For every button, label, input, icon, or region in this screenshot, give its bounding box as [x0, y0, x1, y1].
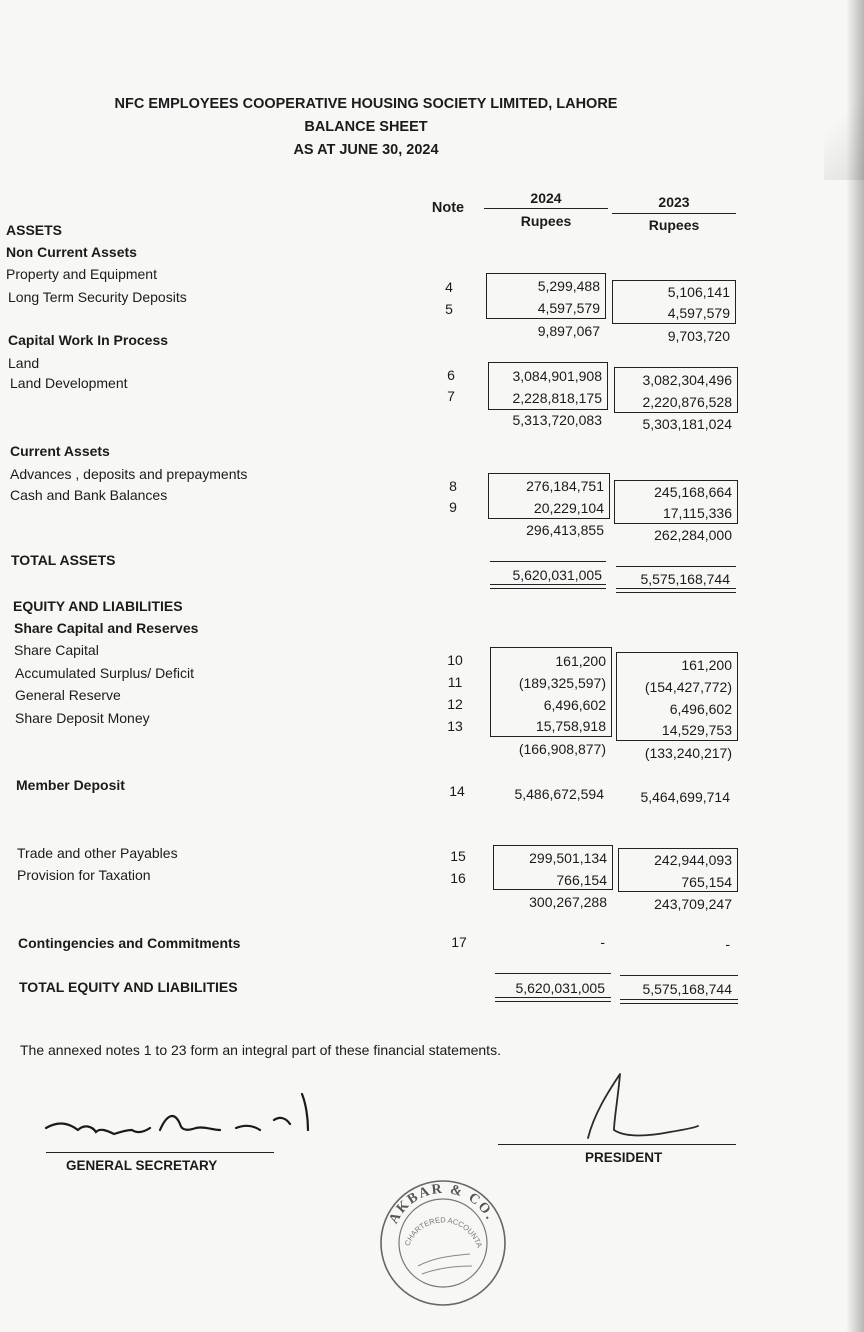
trade-payables-2023: 242,944,093: [654, 852, 732, 868]
accumulated-surplus-label: Accumulated Surplus/ Deficit: [15, 665, 194, 681]
land-2023: 3,082,304,496: [642, 372, 732, 388]
contingencies-2024: -: [600, 934, 605, 950]
general-reserve-label: General Reserve: [15, 687, 121, 703]
cwip-subtotal-2023: 5,303,181,024: [642, 416, 732, 432]
note-13: 13: [447, 718, 463, 734]
share-capital-2023: 161,200: [681, 657, 732, 673]
share-deposit-money-2024: 15,758,918: [535, 718, 606, 734]
note-7: 7: [447, 388, 455, 404]
general-reserve-2023: 6,496,602: [669, 701, 732, 717]
share-capital-label: Share Capital: [14, 642, 99, 658]
total-equity-liabilities-2024: 5,620,031,005: [515, 980, 605, 996]
general-secretary-line: [46, 1152, 274, 1153]
total-assets-label: TOTAL ASSETS: [11, 552, 116, 568]
auditor-stamp: [375, 1171, 508, 1308]
equity-subtotal-2024: (166,908,877): [518, 741, 606, 757]
note-9: 9: [449, 499, 457, 515]
president-title: PRESIDENT: [585, 1150, 663, 1165]
total-el-2023-top-rule: [620, 975, 738, 976]
note-10: 10: [447, 652, 463, 668]
share-deposit-money-2023: 14,529,753: [661, 722, 732, 738]
security-deposits-2024: 4,597,579: [537, 300, 600, 316]
year-2023-header-rule: [612, 213, 736, 214]
assets-heading: ASSETS: [6, 222, 63, 238]
equity-subtotal-2023: (133,240,217): [644, 745, 732, 761]
total-el-2024-top-rule: [495, 973, 611, 974]
total-assets-2023: 5,575,168,744: [640, 571, 730, 587]
trade-payables-label: Trade and other Payables: [17, 845, 178, 861]
total-assets-2024-double-rule: [490, 584, 606, 589]
note-8: 8: [449, 478, 457, 494]
total-assets-2024-top-rule: [490, 561, 606, 562]
share-deposit-money-label: Share Deposit Money: [15, 710, 150, 726]
unit-2023-header: Rupees: [648, 217, 700, 233]
property-equipment-2023: 5,106,141: [667, 284, 730, 300]
unit-2024-header: Rupees: [520, 213, 572, 229]
note-4: 4: [445, 279, 453, 295]
year-2023-header: 2023: [658, 194, 690, 210]
cash-bank-label: Cash and Bank Balances: [10, 487, 168, 503]
equity-liabilities-heading: EQUITY AND LIABILITIES: [13, 598, 183, 614]
cwip-heading: Capital Work In Process: [8, 332, 169, 348]
member-deposit-2023: 5,464,699,714: [640, 789, 730, 805]
year-2024-header-rule: [484, 208, 608, 209]
non-current-subtotal-2023: 9,703,720: [667, 328, 730, 344]
cwip-subtotal-2024: 5,313,720,083: [512, 412, 602, 428]
member-deposit-label: Member Deposit: [16, 777, 125, 793]
land-development-2024: 2,228,818,175: [512, 390, 602, 406]
statement-date: AS AT JUNE 30, 2024: [293, 142, 439, 158]
note-15: 15: [450, 848, 466, 864]
non-current-subtotal-2024: 9,897,067: [537, 323, 600, 339]
property-equipment-label: Property and Equipment: [6, 266, 157, 282]
advances-2024: 276,184,751: [526, 478, 604, 494]
provision-taxation-label: Provision for Taxation: [17, 867, 151, 883]
provision-taxation-2024: 766,154: [556, 872, 607, 888]
note-16: 16: [450, 870, 466, 886]
member-deposit-2024: 5,486,672,594: [514, 786, 604, 802]
land-2024: 3,084,901,908: [512, 368, 602, 384]
annex-note: The annexed notes 1 to 23 form an integral part of these financial statements.: [20, 1042, 501, 1058]
note-17: 17: [451, 934, 467, 950]
total-assets-2023-top-rule: [616, 566, 736, 567]
total-el-2024-double-rule: [495, 997, 611, 1002]
non-current-2024-rule: [488, 318, 604, 319]
cash-bank-2024: 20,229,104: [533, 500, 604, 516]
company-name: NFC EMPLOYEES COOPERATIVE HOUSING SOCIETY LIMITED, LAHORE: [114, 96, 618, 112]
land-label: Land: [8, 355, 40, 371]
advances-label: Advances , deposits and prepayments: [10, 466, 248, 482]
land-development-2023: 2,220,876,528: [642, 394, 732, 410]
share-capital-reserves-heading: Share Capital and Reserves: [14, 620, 199, 636]
note-6: 6: [447, 367, 455, 383]
accumulated-surplus-2023: (154,427,772): [644, 679, 732, 695]
general-reserve-2024: 6,496,602: [543, 697, 606, 713]
contingencies-2023: -: [725, 936, 730, 952]
note-column-header: Note: [431, 200, 465, 216]
security-deposits-label: Long Term Security Deposits: [8, 289, 187, 305]
cash-bank-2023: 17,115,336: [662, 505, 732, 521]
payables-subtotal-2023: 243,709,247: [654, 896, 732, 912]
current-subtotal-2024: 296,413,855: [526, 522, 604, 538]
non-current-assets-heading: Non Current Assets: [6, 244, 137, 260]
current-assets-heading: Current Assets: [10, 443, 110, 459]
stamp-inner-text: CHARTERED ACCOUNTANT: [375, 1171, 485, 1249]
year-2024-header: 2024: [530, 190, 562, 206]
advances-2023: 245,168,664: [654, 484, 732, 500]
note-14: 14: [449, 783, 465, 799]
total-equity-liabilities-label: TOTAL EQUITY AND LIABILITIES: [19, 979, 238, 995]
president-line: [498, 1144, 736, 1145]
trade-payables-2024: 299,501,134: [529, 850, 607, 866]
current-subtotal-2023: 262,284,000: [654, 527, 732, 543]
general-secretary-title: GENERAL SECRETARY: [66, 1158, 218, 1173]
land-development-label: Land Development: [10, 375, 128, 391]
security-deposits-2023: 4,597,579: [667, 305, 730, 321]
note-5: 5: [445, 301, 453, 317]
statement-title: BALANCE SHEET: [304, 119, 428, 135]
total-equity-liabilities-2023: 5,575,168,744: [642, 981, 732, 997]
accumulated-surplus-2024: (189,325,597): [518, 675, 606, 691]
property-equipment-2024: 5,299,488: [537, 278, 600, 294]
payables-subtotal-2024: 300,267,288: [529, 894, 607, 910]
general-secretary-signature: [40, 1080, 340, 1150]
stamp-text: AKBAR & CO.: [386, 1181, 498, 1227]
share-capital-2024: 161,200: [555, 653, 606, 669]
note-11: 11: [447, 674, 463, 690]
contingencies-label: Contingencies and Commitments: [18, 935, 241, 951]
note-12: 12: [447, 696, 463, 712]
total-assets-2024: 5,620,031,005: [512, 567, 602, 583]
total-assets-2023-double-rule: [616, 588, 736, 593]
page-edge-shadow: [846, 0, 864, 1332]
provision-taxation-2023: 765,154: [681, 874, 732, 890]
total-el-2023-double-rule: [620, 999, 738, 1004]
